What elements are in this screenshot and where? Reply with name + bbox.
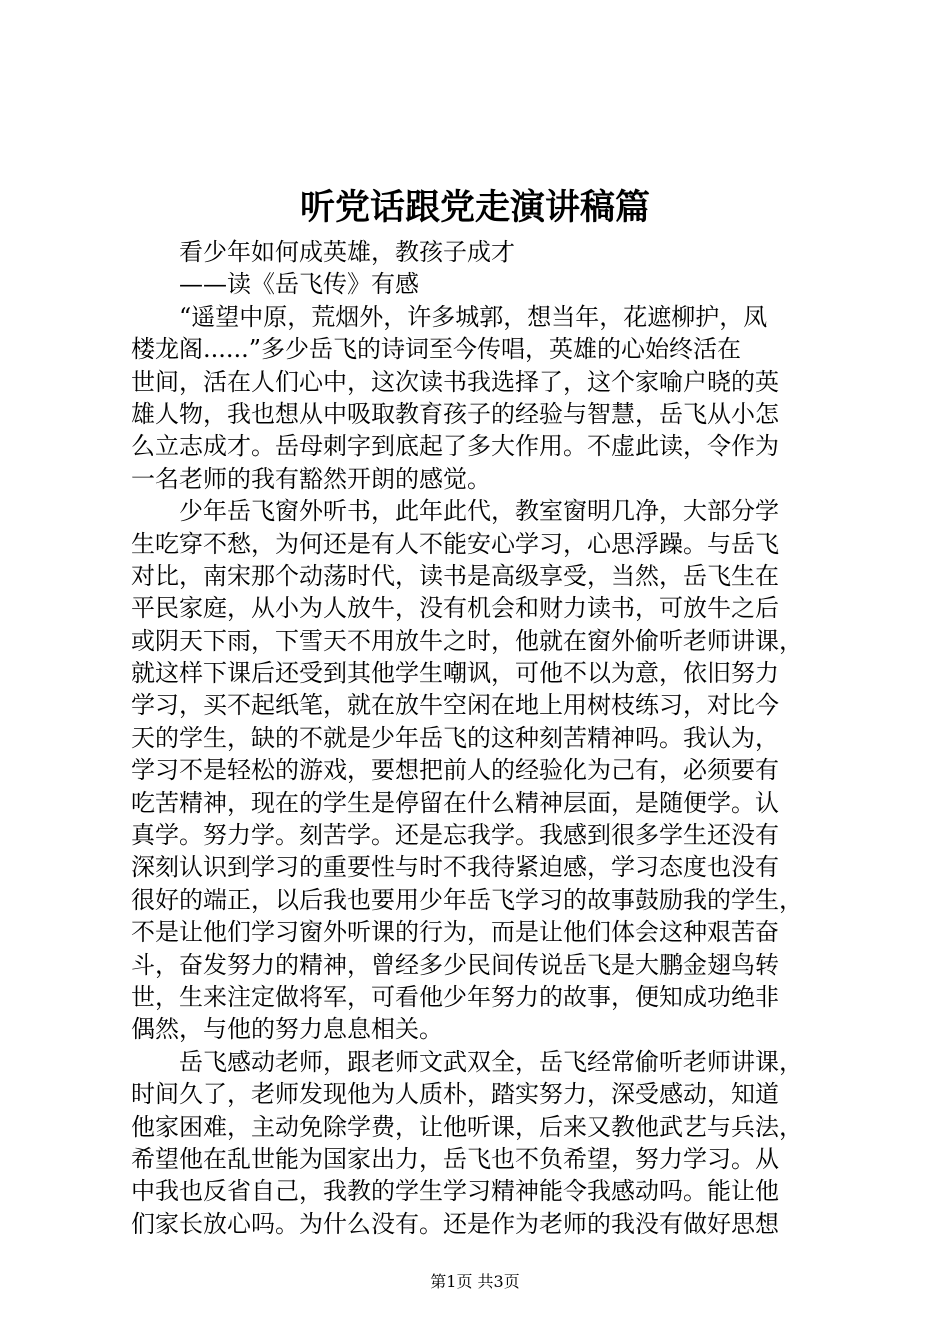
- paragraph-line: 就这样下课后还受到其他学生嘲讽，可他不以为意，依旧努力: [131, 659, 779, 688]
- paragraph-line: 中我也反省自己，我教的学生学习精神能令我感动吗。能让他: [131, 1177, 779, 1206]
- paragraph-line: 深刻认识到学习的重要性与时不我待紧迫感，学习态度也没有: [131, 853, 779, 882]
- paragraph-line: 不是让他们学习窗外听课的行为，而是让他们体会这种艰苦奋: [131, 918, 779, 947]
- paragraph-line: 他家困难，主动免除学费，让他听课，后来又教他武艺与兵法，: [131, 1112, 803, 1141]
- paragraph-line: 希望他在乱世能为国家出力，岳飞也不负希望，努力学习。从: [131, 1144, 779, 1173]
- paragraph-line: 楼龙阁......”多少岳飞的诗词至今传唱，英雄的心始终活在: [131, 335, 742, 364]
- paragraph-line: 斗，奋发努力的精神，曾经多少民间传说岳飞是大鹏金翅鸟转: [131, 950, 779, 979]
- subtitle-line: 看少年如何成英雄，教孩子成才: [179, 238, 515, 266]
- paragraph-line: 世，生来注定做将军，可看他少年努力的故事，便知成功绝非: [131, 982, 779, 1011]
- paragraph-line: 真学。努力学。刻苦学。还是忘我学。我感到很多学生还没有: [131, 821, 779, 850]
- paragraph-line: 雄人物，我也想从中吸取教育孩子的经验与智慧，岳飞从小怎: [131, 399, 779, 428]
- paragraph-line: 或阴天下雨，下雪天不用放牛之时，他就在窗外偷听老师讲课，: [131, 626, 803, 655]
- paragraph-line: 天的学生，缺的不就是少年岳飞的这种刻苦精神吗。我认为，: [131, 723, 779, 752]
- paragraph-line: 对比，南宋那个动荡时代，读书是高级享受，当然，岳飞生在: [131, 561, 779, 590]
- paragraph-line: 少年岳飞窗外听书，此年此代，教室窗明几净，大部分学: [179, 497, 779, 526]
- paragraph-line: 平民家庭，从小为人放牛，没有机会和财力读书，可放牛之后: [131, 594, 779, 623]
- paragraph-line: 很好的端正，以后我也要用少年岳飞学习的故事鼓励我的学生，: [131, 885, 803, 914]
- paragraph-line: 一名老师的我有豁然开朗的感觉。: [131, 464, 491, 493]
- paragraph-line: 时间久了，老师发现他为人质朴，踏实努力，深受感动，知道: [131, 1080, 779, 1109]
- paragraph-line: 岳飞感动老师，跟老师文武双全，岳飞经常偷听老师讲课，: [179, 1047, 803, 1076]
- paragraph-line: 吃苦精神，现在的学生是停留在什么精神层面，是随便学。认: [131, 788, 779, 817]
- paragraph-line: 么立志成才。岳母刺字到底起了多大作用。不虚此读，令作为: [131, 432, 779, 461]
- paragraph-line: 学习不是轻松的游戏，要想把前人的经验化为己有，必须要有: [131, 756, 779, 785]
- paragraph-line: 们家长放心吗。为什么没有。还是作为老师的我没有做好思想: [131, 1209, 779, 1238]
- paragraph-line: 生吃穿不愁，为何还是有人不能安心学习，心思浮躁。与岳飞: [131, 529, 779, 558]
- subtitle-line: ——读《岳飞传》有感: [179, 270, 419, 299]
- page-footer: 第1页 共3页: [430, 1272, 520, 1291]
- paragraph-line: 学习，买不起纸笔，就在放牛空闲在地上用树枝练习，对比今: [131, 691, 779, 720]
- paragraph-line: 世间，活在人们心中，这次读书我选择了，这个家喻户晓的英: [131, 367, 779, 396]
- paragraph-line: “遥望中原，荒烟外，许多城郭，想当年，花遮柳护，凤: [179, 302, 768, 331]
- paragraph-line: 偶然，与他的努力息息相关。: [131, 1015, 443, 1044]
- document-body: [131, 236, 826, 1240]
- document-title: 听党话跟党走演讲稿篇: [299, 187, 650, 228]
